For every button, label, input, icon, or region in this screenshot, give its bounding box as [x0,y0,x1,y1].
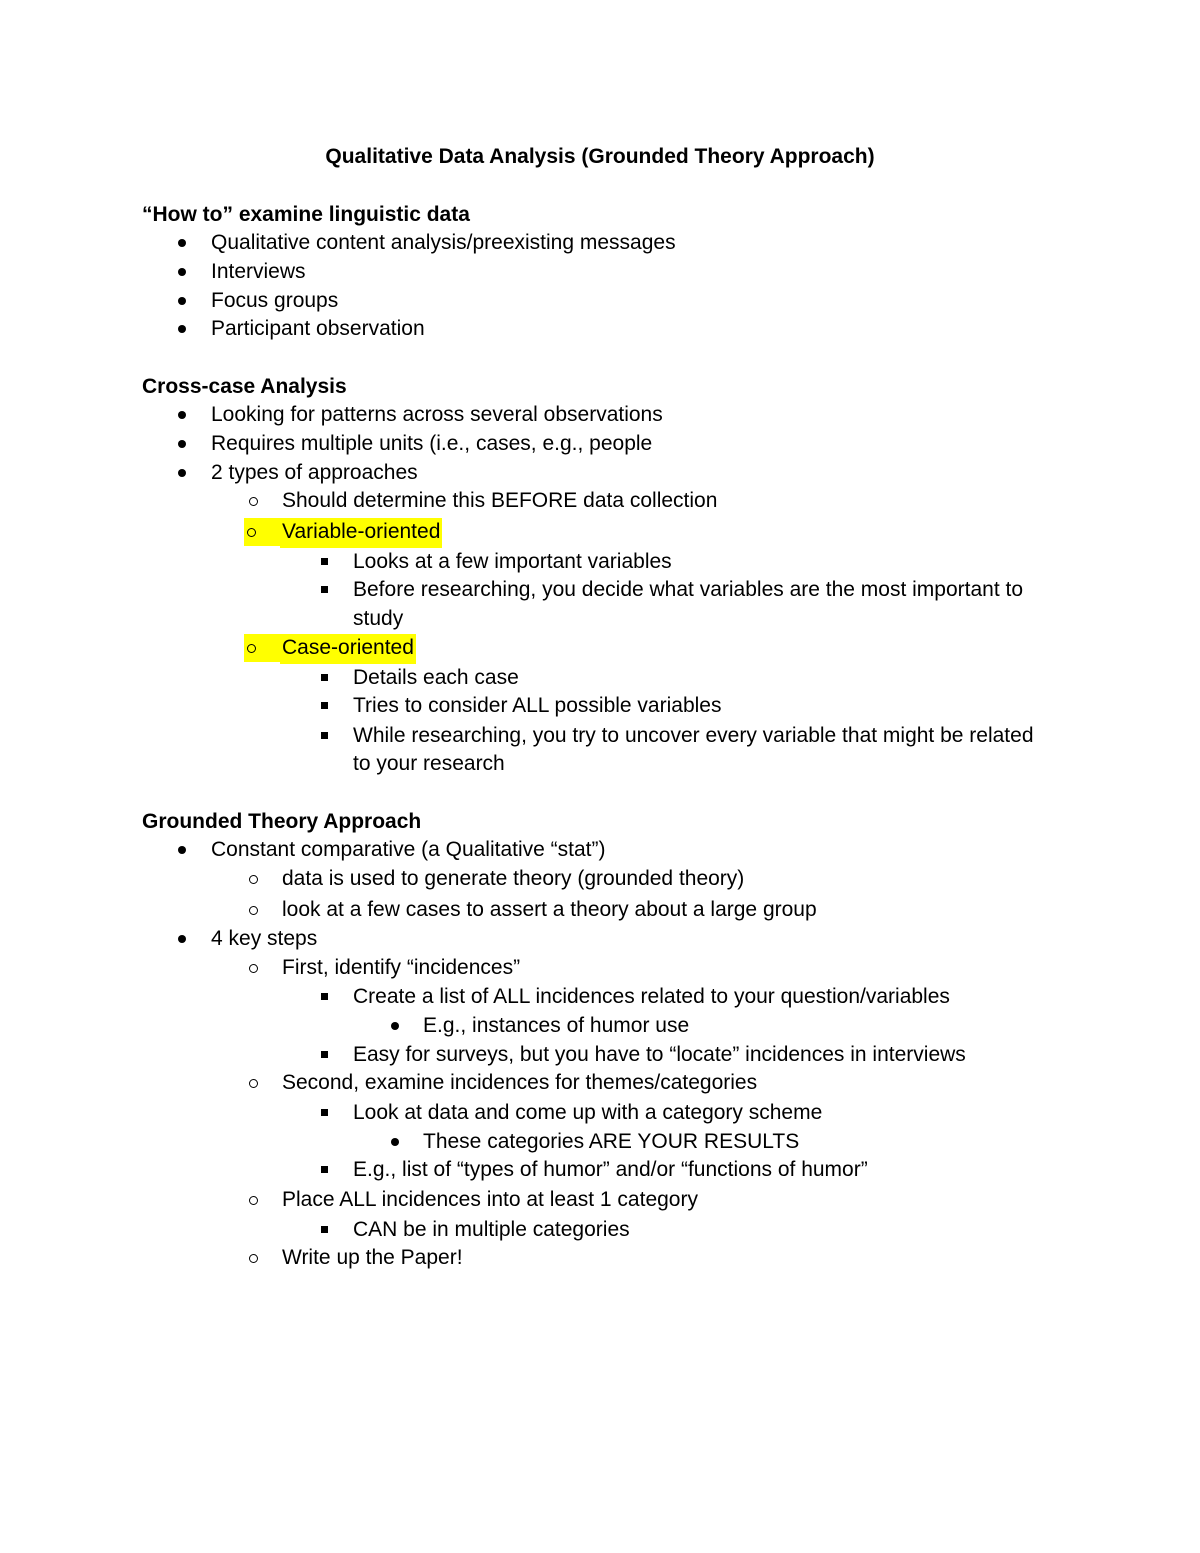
bullet-circle-icon [244,634,268,662]
bullet-dot-icon [174,315,194,343]
bullet-circle-icon [246,1244,266,1272]
bullet-circle-icon [246,865,266,893]
variable-oriented-label: Variable-oriented [280,518,442,548]
bullet-circle-icon [246,954,266,982]
bullet-square-icon [317,548,337,576]
bullet-circle-icon [246,487,266,515]
bullet-square-icon [317,1156,337,1184]
bullet-square-icon [317,1041,337,1069]
bullet-dot-icon [174,258,194,286]
bullet-dot-icon [174,925,194,953]
document-page: Qualitative Data Analysis (Grounded Theory Approach) “How to” examine linguistic data Qualitative content analysis/preexisting messages Interviews Focus groups Participant observation Cross-case Analysis Looking for patterns across several observations Requires multiple units (i.e., cases, e.g., people 2 types of approaches Should determine this BEFORE data collection Variable-oriented Looks at a few important variables Before researching, you decide what variables are the most important to study Case-oriented Details each case Tries to consider ALL possible variables While researching, you try to uncover every variable that might be related to your research Grounded Theory Approach Constant comparative (a Qualitative “stat”) data is used to generate theory (grounded theory) look at a few cases to assert a theory about a large group 4 key steps First, identify “incidences” Create a list of ALL incidences related to your question/variables E.g., instances of humor use Easy for surveys, but you have to “locate” incidences in interviews Second, examine incidences for themes/categories Look at data and come up with a category scheme These categories ARE YOUR RESULTS E.g., list of “types of humor” and/or “functions of humor” Place ALL incidences into at least 1 category CAN be in multiple categories Write up the Paper! [0,0,1200,1553]
bullet-dot-icon [174,459,194,487]
bullet-square-icon [317,983,337,1011]
bullet-square-icon [317,664,337,692]
bullet-square-icon [317,576,337,604]
bullet-square-icon [317,1216,337,1244]
bullet-dot-icon [174,836,194,864]
bullet-dot-icon [174,229,194,257]
section-heading-how-to: “How to” examine linguistic data [142,203,470,226]
bullet-dot-icon [174,401,194,429]
bullet-dot-icon [174,287,194,315]
bullet-circle-icon [244,518,268,546]
bullet-circle-icon [246,1186,266,1214]
bullet-circle-icon [246,1069,266,1097]
bullet-dot-icon [387,1128,407,1156]
section-heading-cross-case: Cross-case Analysis [142,375,347,398]
section-heading-grounded-theory: Grounded Theory Approach [142,810,422,833]
bullet-square-icon [317,1099,337,1127]
bullet-dot-icon [387,1012,407,1040]
bullet-dot-icon [174,430,194,458]
bullet-square-icon [317,722,337,750]
bullet-circle-icon [246,896,266,924]
document-title: Qualitative Data Analysis (Grounded Theory Approach) [325,145,875,168]
case-oriented-label: Case-oriented [280,634,416,664]
bullet-square-icon [317,692,337,720]
